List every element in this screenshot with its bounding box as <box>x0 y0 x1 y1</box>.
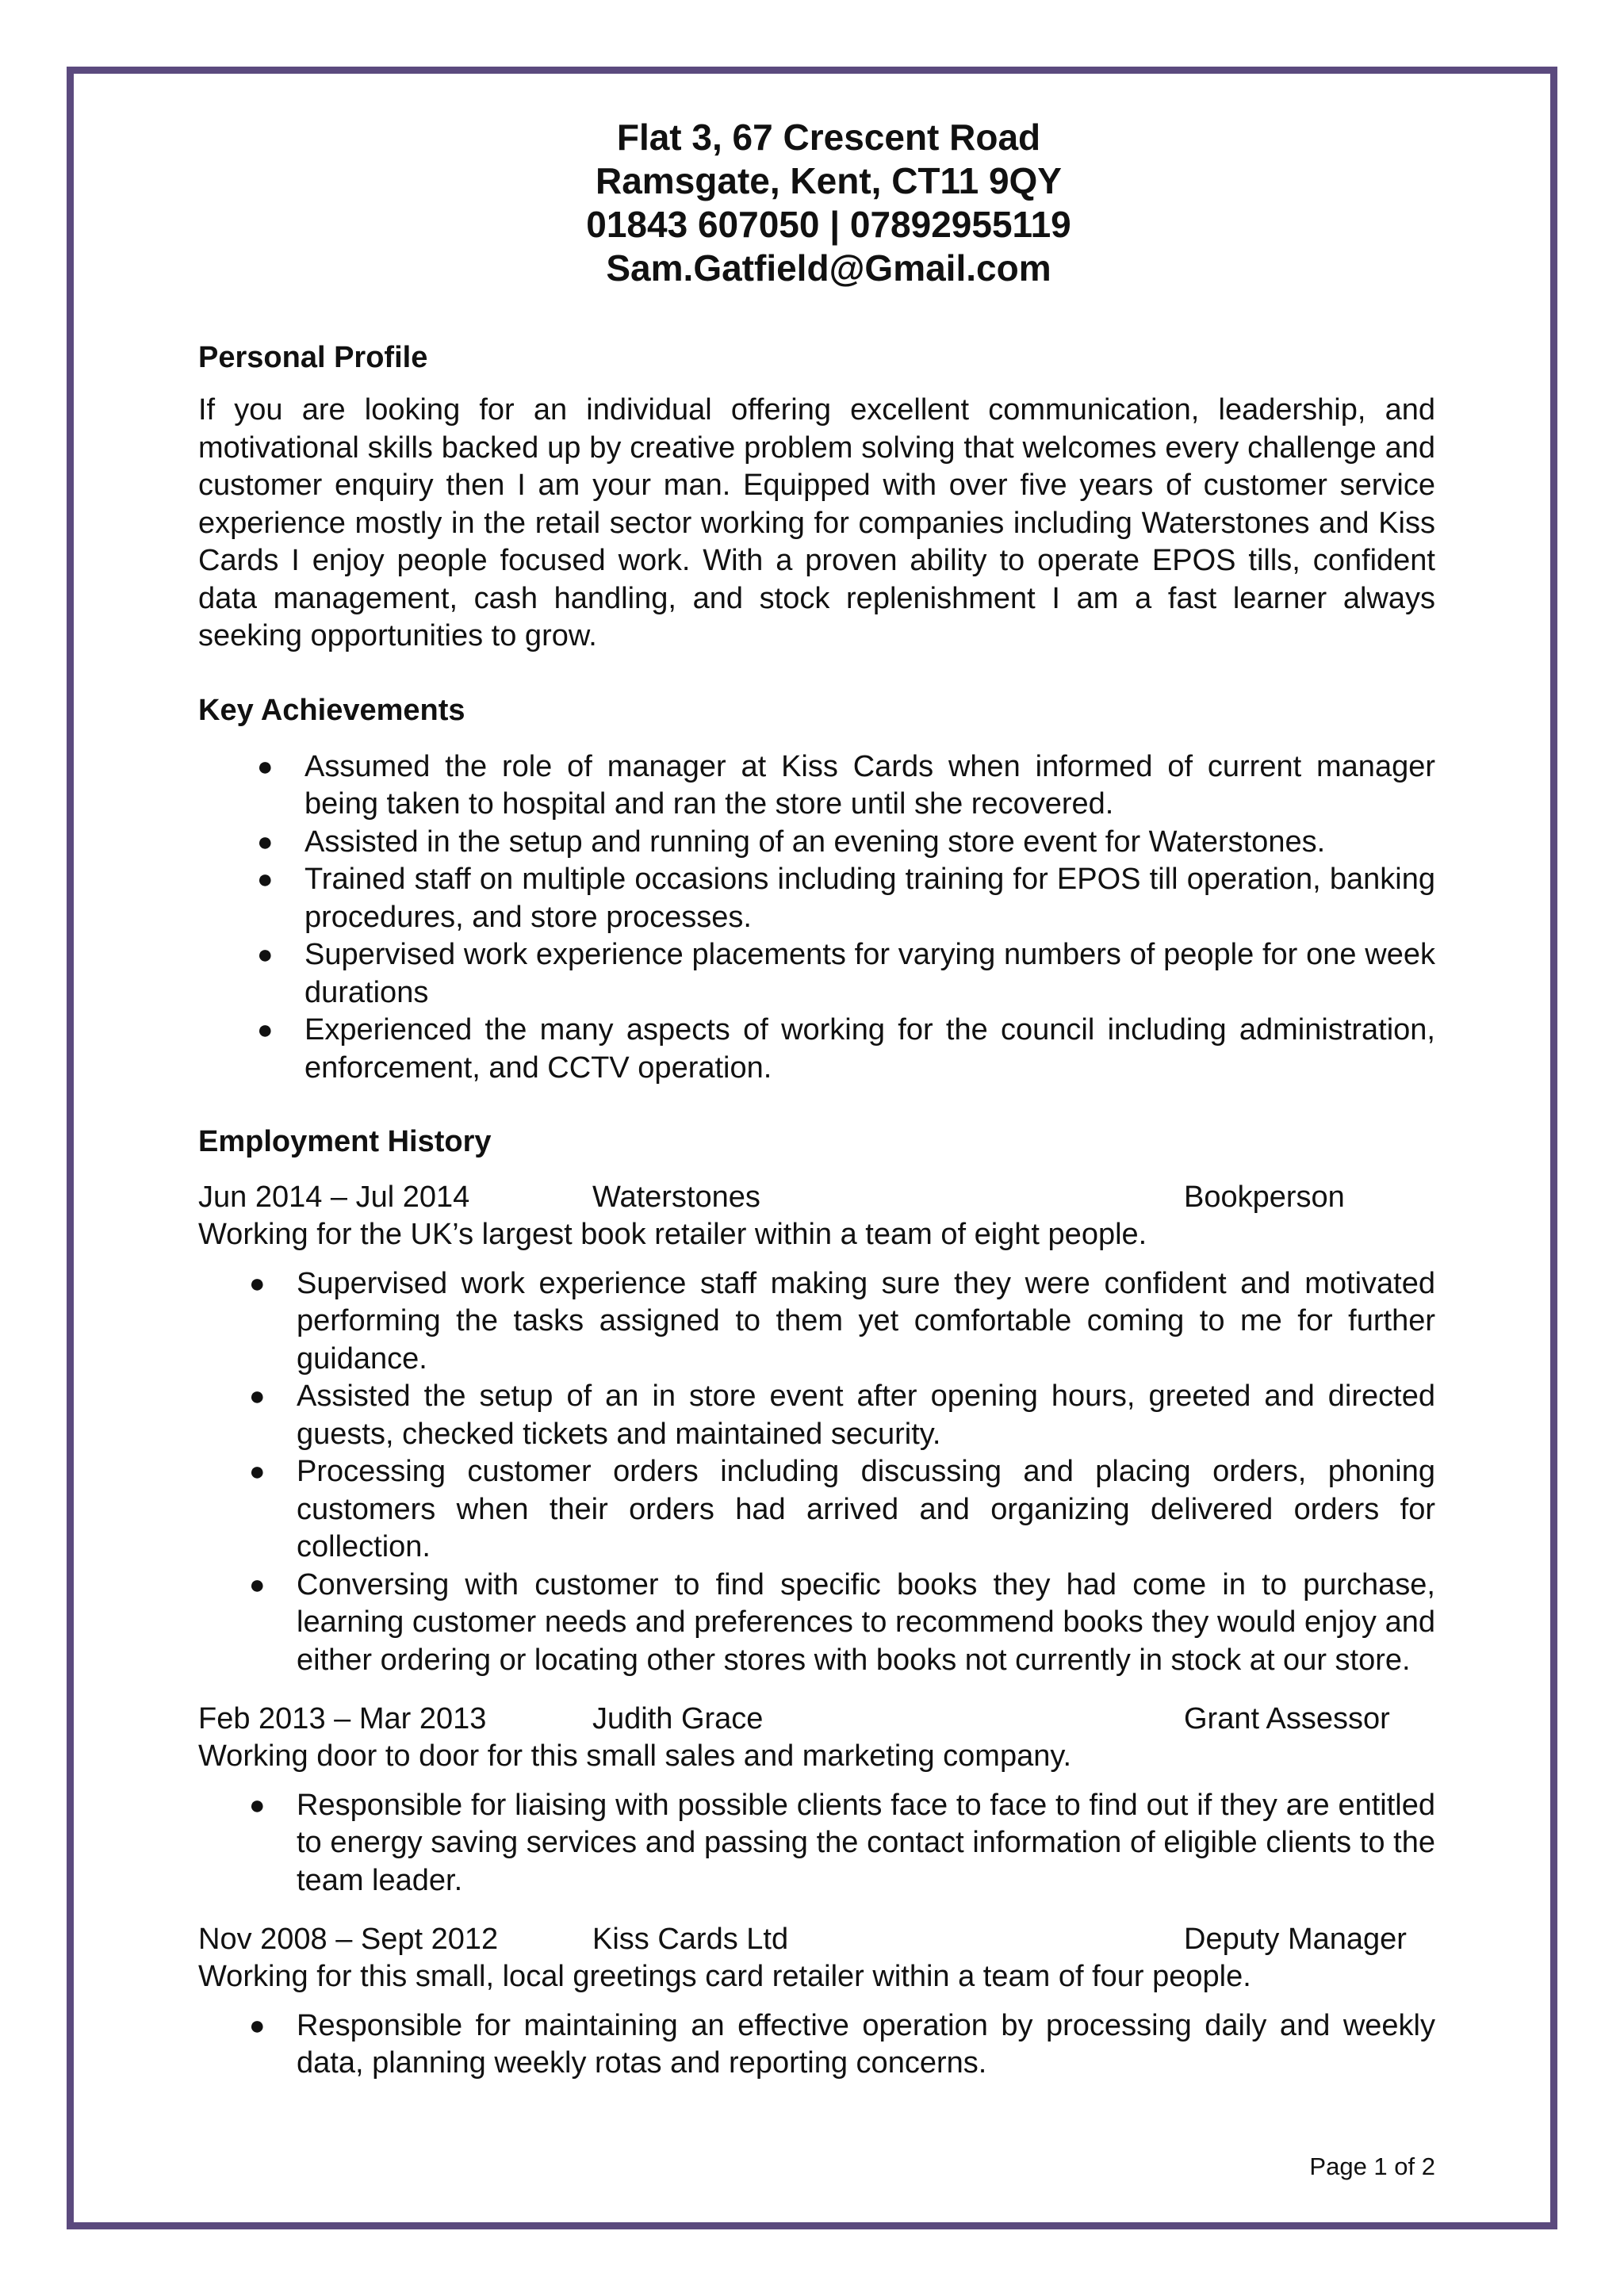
job-entry-waterstones <box>198 1178 1435 1679</box>
list-item: ● Responsible for maintaining an effective operation by processing daily and weekly data, planning weekly rotas and reporting concerns. <box>249 2008 1435 2080</box>
job-duties <box>198 2007 1435 2083</box>
achievements-title: Key Achievements <box>198 693 465 727</box>
job-company: Judith Grace <box>592 1702 764 1735</box>
bullet-icon: ● <box>249 1456 266 1487</box>
job-duties <box>198 1265 1435 1680</box>
achievements-section <box>198 692 1435 1088</box>
bullet-icon: ● <box>257 751 274 782</box>
job-role: Deputy Manager <box>1184 1923 1407 1956</box>
address-line-1: Flat 3, 67 Crescent Road <box>616 117 1041 158</box>
profile-text: If you are looking for an individual offering excellent communication, leadership, and motivational skills backed up by creative problem solving that welcomes every challenge and customer enquiry then I am your man. Equipped with over five years of customer service experience mostly in the retail sector working for companies including Waterstones and Kiss Cards I enjoy people focused work. With a proven ability to operate EPOS tills, confident data management, cash handling, and stock replenishment I am a fast learner always seeking opportunities to grow. <box>198 393 1435 652</box>
job-company: Waterstones <box>592 1181 760 1214</box>
list-item: ● Trained staff on multiple occasions including training for EPOS till operation, banking procedures, and store processes. <box>257 863 1435 934</box>
job-dates: Jun 2014 – Jul 2014 <box>198 1181 470 1214</box>
job-role: Bookperson <box>1184 1181 1345 1214</box>
contact-header <box>198 116 1435 290</box>
list-item: ● Responsible for liaising with possible clients face to face to find out if they are entitled to energy saving services and passing the contact information of eligible clients to the team leader. <box>249 1788 1435 1897</box>
list-item: ● Supervised work experience placements for varying numbers of people for one week durations <box>257 938 1435 1009</box>
bullet-icon: ● <box>257 826 274 857</box>
bullet-icon: ● <box>257 939 274 970</box>
address-line-2: Ramsgate, Kent, CT11 9QY <box>596 160 1062 201</box>
bullet-icon: ● <box>249 2010 266 2041</box>
job-company: Kiss Cards Ltd <box>592 1923 789 1956</box>
list-item: ● Supervised work experience staff making sure they were confident and motivated performing the tasks assigned to them yet comfortable coming to me for further guidance. <box>249 1266 1435 1376</box>
page-number: Page 1 of 2 <box>1309 2152 1435 2180</box>
job-dates: Nov 2008 – Sept 2012 <box>198 1923 499 1956</box>
job-description: Working door to door for this small sales and marketing company. <box>198 1739 1072 1773</box>
job-entry-kiss-cards <box>198 1920 1435 2083</box>
job-role: Grant Assessor <box>1184 1702 1390 1735</box>
profile-title: Personal Profile <box>198 341 428 374</box>
list-item: ● Assumed the role of manager at Kiss Cards when informed of current manager being taken to hospital and ran the store until she recovered. <box>257 749 1435 821</box>
email-address: Sam.Gatfield@Gmail.com <box>606 247 1051 289</box>
job-description: Working for the UK’s largest book retailer within a team of eight people. <box>198 1218 1147 1251</box>
bullet-icon: ● <box>257 864 274 894</box>
bullet-icon: ● <box>257 1015 274 1045</box>
achievements-list <box>198 748 1435 1088</box>
job-header <box>198 1920 1435 1958</box>
bullet-icon: ● <box>249 1569 266 1600</box>
phone-numbers: 01843 607050 | 07892955119 <box>586 204 1071 245</box>
job-description: Working for this small, local greetings card retailer within a team of four people. <box>198 1960 1251 1993</box>
resume-content <box>198 111 1435 2083</box>
job-duties <box>198 1787 1435 1900</box>
list-item: ● Experienced the many aspects of working for the council including administration, enforcement, and CCTV operation. <box>257 1013 1435 1085</box>
employment-section <box>198 1123 1435 2083</box>
job-entry-judith-grace <box>198 1700 1435 1900</box>
job-header <box>198 1700 1435 1738</box>
list-item: ● Assisted the setup of an in store event after opening hours, greeted and directed guests, checked tickets and maintained security. <box>249 1380 1435 1451</box>
employment-title: Employment History <box>198 1125 492 1158</box>
bullet-icon: ● <box>249 1268 266 1299</box>
profile-section <box>198 339 1435 656</box>
bullet-icon: ● <box>249 1381 266 1411</box>
list-item: ● Processing customer orders including discussing and placing orders, phoning customers when their orders had arrived and organizing delivered orders for collection. <box>249 1455 1435 1563</box>
job-header <box>198 1178 1435 1216</box>
job-dates: Feb 2013 – Mar 2013 <box>198 1702 487 1735</box>
list-item: ● Conversing with customer to find specific books they had come in to purchase, learning customer needs and preferences to recommend books they would enjoy and either ordering or locating other stores with books not currently in stock at our store. <box>249 1567 1435 1677</box>
list-item: ● Assisted in the setup and running of an evening store event for Waterstones. <box>304 824 1435 862</box>
bullet-icon: ● <box>249 1789 266 1820</box>
